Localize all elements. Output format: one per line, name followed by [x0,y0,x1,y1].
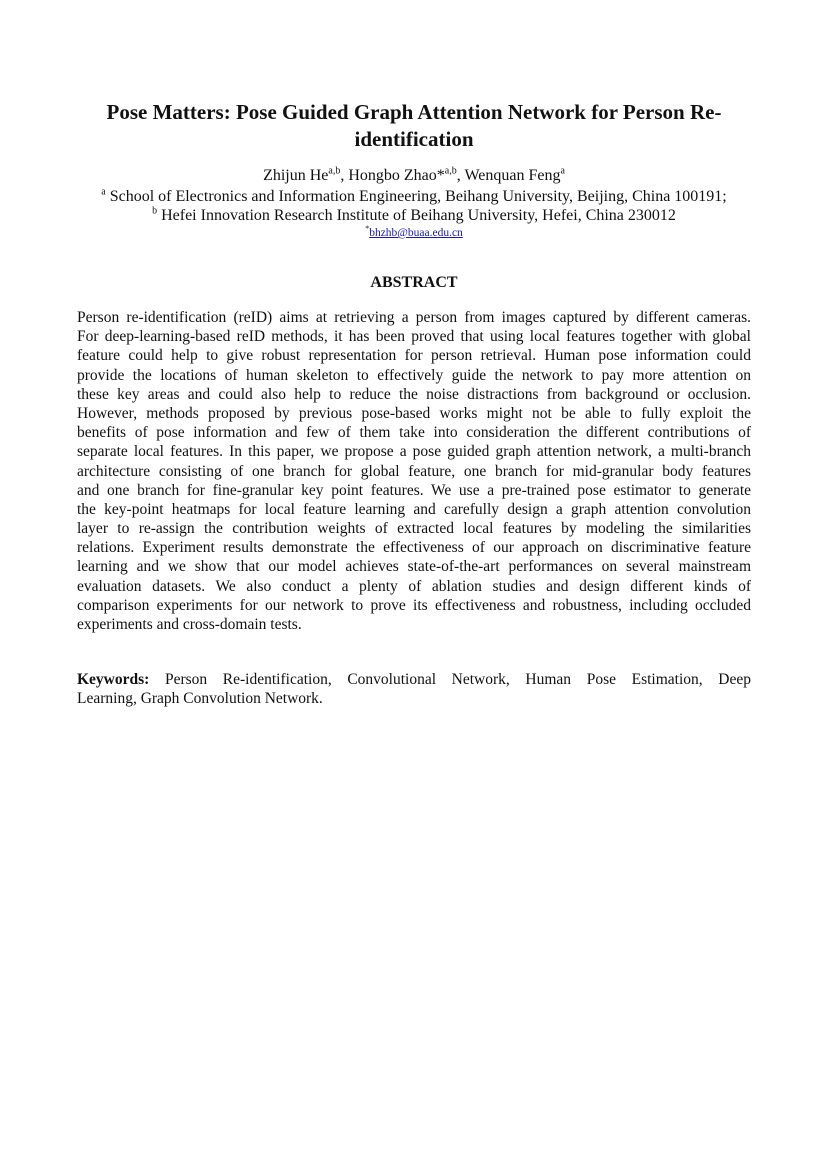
email-link[interactable]: bhzhb@buaa.edu.cn [369,227,463,239]
abstract-line: For deep-learning-based reID methods, it has been proved that using local features together with global [77,328,751,346]
title-line: Pose Matters: Pose Guided Graph Attention Network for Person Re- [106,100,722,124]
abstract-line: relations. Experiment results demonstrate the effectiveness of our approach on discriminative feature [77,539,751,557]
corresponding-star: * [365,224,370,234]
abstract-line: the key-point heatmaps for local feature learning and carefully design a graph attention convolution [77,500,751,518]
keywords-line: Learning, Graph Convolution Network. [77,690,323,708]
keywords-line [77,670,751,689]
author-affiliation-mark: a [560,165,565,177]
affiliation-text: Hefei Innovation Research Institute of Beihang University, Hefei, China 230012 [157,207,676,224]
abstract-line: evaluation datasets. We also conduct a plenty of ablation studies and design different kinds of [77,577,751,595]
abstract-line: benefits of pose information and few of them take into consideration the different contributions of [77,424,751,442]
keywords-label: Keywords: [77,671,150,688]
abstract-line: these key areas and could also help to reduce the noise distractions from background or occlusion. [77,385,751,403]
paper-title [60,99,768,153]
author-separator: , [456,167,465,184]
title-line: identification [354,127,474,151]
abstract-line: comparison experiments for our network to prove its effectiveness and robustness, including occluded [77,596,751,614]
author-name: Hongbo Zhao* [348,167,445,184]
abstract-heading: ABSTRACT [370,274,458,291]
affiliation-a [40,187,788,207]
author-separator: , [340,167,349,184]
author-name: Wenquan Feng [464,167,561,184]
affiliation-b [40,206,788,226]
abstract-line: layer to re-assign the contribution weights of extracted local features by modeling the similarities [77,520,751,538]
abstract-line: architecture consisting of one branch for global feature, one branch for mid-granular body features [77,462,751,480]
abstract-line: feature could help to give robust representation for person retrieval. Human pose information could [77,347,751,365]
author-affiliation-mark: a,b [444,165,457,177]
abstract-line: experiments and cross-domain tests. [77,616,302,633]
keywords-text: Person Re-identification, Convolutional Network, Human Pose Estimation, Deep [149,671,751,688]
abstract-body [77,308,751,634]
abstract-line: and one branch for fine-granular key point features. We use a pre-trained pose estimator to generate [77,481,751,499]
abstract-line: learning and we show that our model achieves state-of-the-art performances on several mainstream [77,558,751,576]
author-list [40,166,788,186]
author-affiliation-mark: a,b [328,165,341,177]
abstract-line: separate local features. In this paper, we propose a pose guided graph attention network, a multi-branch [77,443,751,461]
abstract-line: provide the locations of human skeleton to effectively guide the network to pay more attention on [77,366,751,384]
abstract-line: Person re-identification (reID) aims at retrieving a person from images captured by different cameras. [77,309,751,326]
affiliation-text: School of Electronics and Information Engineering, Beihang University, Beijing, China 100191; [105,188,727,205]
keywords-section [77,670,751,708]
corresponding-email [40,226,788,240]
author-name: Zhijun He [263,167,329,184]
affiliation-mark: b [152,205,158,217]
abstract-line: However, methods proposed by previous pose-based works might not be able to fully exploit the [77,404,751,422]
affiliation-mark: a [101,186,106,198]
